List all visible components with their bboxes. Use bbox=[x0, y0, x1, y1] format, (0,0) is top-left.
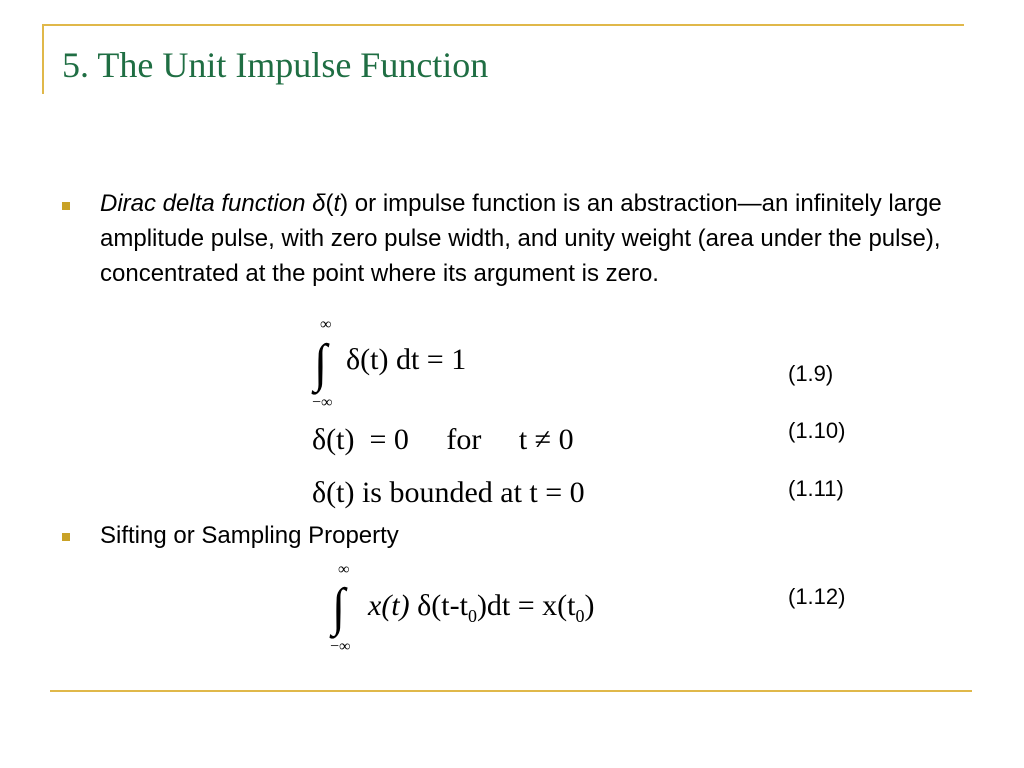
x-of-t: x(t) bbox=[368, 589, 410, 622]
lower-limit: −∞ bbox=[330, 638, 351, 655]
equation-number: (1.9) bbox=[788, 361, 834, 386]
paren-open: ( bbox=[325, 190, 334, 217]
upper-limit: ∞ bbox=[320, 316, 332, 333]
lower-limit: −∞ bbox=[312, 394, 333, 411]
equation-number: (1.11) bbox=[788, 476, 844, 501]
equation-number: (1.12) bbox=[788, 584, 846, 609]
delta-symbol: δ bbox=[312, 190, 326, 217]
equals-part: )dt = x(t bbox=[476, 589, 576, 622]
equation-1-11: δ(t) is bounded at t = 0 bbox=[312, 476, 585, 509]
definition-text: or impulse function is an abstraction—an infinitely large amplitude pulse, with zero pulse width, and unity weight (area under the pulse), concentrated at the point where its argument is zero. bbox=[100, 190, 942, 287]
bullet-marker bbox=[62, 533, 70, 541]
equation-1-10: δ(t) = 0 for t ≠ 0 bbox=[312, 423, 574, 456]
upper-limit: ∞ bbox=[338, 561, 350, 578]
bullet-text-sifting: Sifting or Sampling Property bbox=[100, 522, 399, 549]
delta-shift: δ(t-t bbox=[409, 589, 468, 622]
bottom-rule bbox=[50, 690, 972, 692]
equation-body bbox=[368, 589, 595, 627]
bullet-marker bbox=[62, 202, 70, 210]
subscript-zero: 0 bbox=[467, 606, 477, 626]
term-dirac-delta: Dirac delta function bbox=[100, 190, 306, 217]
equation-body: δ(t) dt = 1 bbox=[346, 343, 467, 376]
slide-title: 5. The Unit Impulse Function bbox=[62, 45, 489, 85]
bullet-text-definition bbox=[100, 186, 970, 291]
equation-number: (1.10) bbox=[788, 418, 846, 443]
integral-sign: ∫ bbox=[314, 334, 328, 393]
t-symbol: t bbox=[333, 190, 341, 217]
integral-sign: ∫ bbox=[332, 578, 346, 637]
close-paren: ) bbox=[584, 589, 595, 622]
paren-close: ) bbox=[340, 190, 349, 217]
subscript-zero: 0 bbox=[575, 606, 585, 626]
title-frame-left bbox=[42, 24, 44, 94]
title-frame-top bbox=[42, 24, 964, 26]
